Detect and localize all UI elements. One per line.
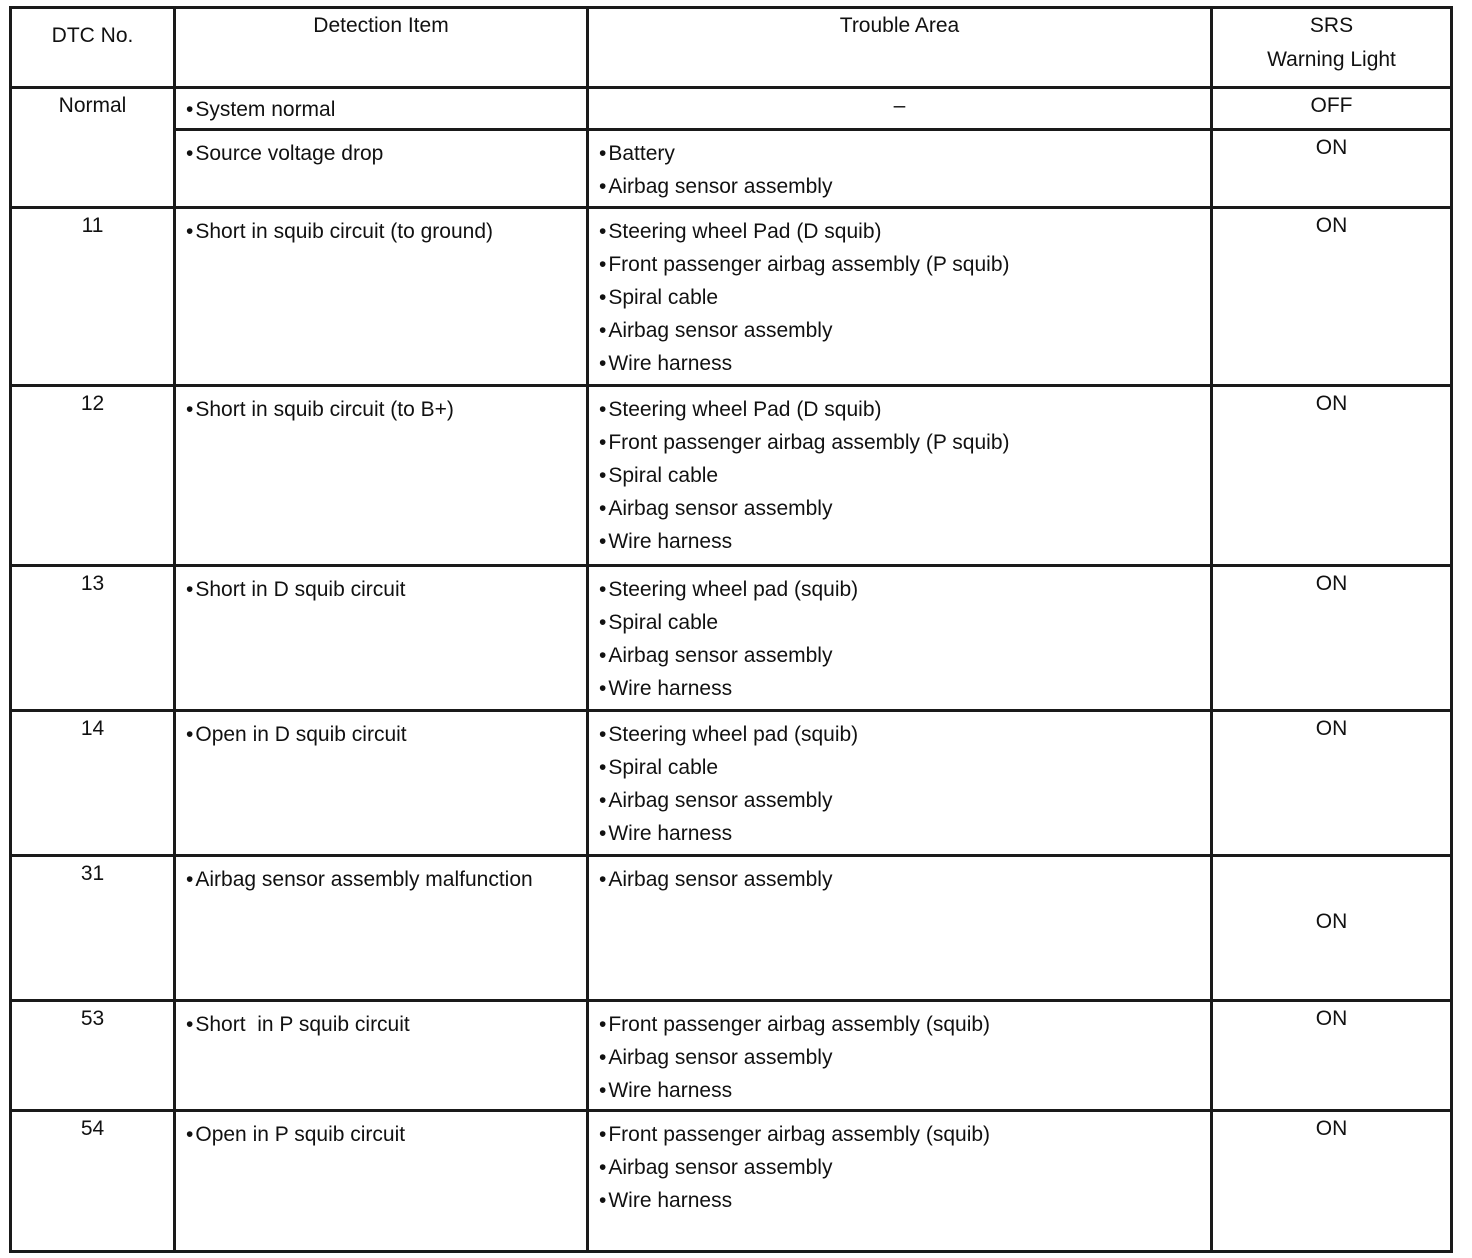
- trouble-area-list: [588, 208, 1212, 386]
- trouble-area-item: • Front passenger airbag assembly (P squib): [599, 426, 1210, 459]
- table-row: [11, 566, 1452, 711]
- header-trouble-area: Trouble Area: [588, 8, 1212, 88]
- detection-item: • Short in P squib circuit: [175, 1001, 588, 1111]
- trouble-area-item: • Spiral cable: [599, 459, 1210, 492]
- dtc-table: [9, 6, 1453, 1253]
- trouble-area-item: • Airbag sensor assembly: [599, 863, 1210, 896]
- trouble-area-list: [588, 566, 1212, 711]
- trouble-area-item: • Airbag sensor assembly: [599, 314, 1210, 347]
- header-srs-warning-light: [1212, 8, 1452, 88]
- trouble-area-item: • Front passenger airbag assembly (squib): [599, 1118, 1210, 1151]
- trouble-area-list: [588, 711, 1212, 856]
- trouble-area-item: • Airbag sensor assembly: [599, 1041, 1210, 1074]
- dtc-code: 14: [11, 711, 175, 856]
- trouble-area-item: • Airbag sensor assembly: [599, 1151, 1210, 1184]
- trouble-area-item: • Wire harness: [599, 525, 1210, 558]
- trouble-area-list: [588, 856, 1212, 1001]
- header-srs-line2: Warning Light: [1267, 48, 1396, 71]
- trouble-area-dash: –: [588, 88, 1212, 130]
- trouble-area-list: [588, 386, 1212, 566]
- trouble-area-item: • Spiral cable: [599, 281, 1210, 314]
- warning-light-status: ON: [1212, 130, 1452, 208]
- trouble-area-item: • Wire harness: [599, 1074, 1210, 1107]
- warning-light-status: ON: [1212, 386, 1452, 566]
- trouble-area-list: [588, 1111, 1212, 1252]
- detection-item: • Open in P squib circuit: [175, 1111, 588, 1252]
- table-row: [11, 856, 1452, 1001]
- header-row: [11, 8, 1452, 88]
- trouble-area-item: • Steering wheel Pad (D squib): [599, 215, 1210, 248]
- warning-light-status: ON: [1212, 1001, 1452, 1111]
- table-row: [11, 130, 1452, 208]
- detection-item: • Source voltage drop: [175, 130, 588, 208]
- header-detection-item: Detection Item: [175, 8, 588, 88]
- trouble-area-item: • Front passenger airbag assembly (P squib): [599, 248, 1210, 281]
- dtc-code: 53: [11, 1001, 175, 1111]
- warning-light-status: ON: [1212, 208, 1452, 386]
- detection-item: • Short in squib circuit (to ground): [175, 208, 588, 386]
- trouble-area-list: [588, 1001, 1212, 1111]
- trouble-area-item: • Front passenger airbag assembly (squib): [599, 1008, 1210, 1041]
- detection-item: • Open in D squib circuit: [175, 711, 588, 856]
- trouble-area-item: • Wire harness: [599, 672, 1210, 705]
- dtc-code: 12: [11, 386, 175, 566]
- warning-light-status: OFF: [1212, 88, 1452, 130]
- dtc-code: 11: [11, 208, 175, 386]
- trouble-area-item: • Steering wheel Pad (D squib): [599, 393, 1210, 426]
- table-row: [11, 711, 1452, 856]
- table-row: [11, 88, 1452, 130]
- warning-light-status: ON: [1212, 566, 1452, 711]
- trouble-area-item: • Wire harness: [599, 347, 1210, 380]
- table-row: [11, 208, 1452, 386]
- trouble-area-item: • Wire harness: [599, 1184, 1210, 1217]
- trouble-area-item: • Airbag sensor assembly: [599, 784, 1210, 817]
- trouble-area-item: • Battery: [599, 137, 1210, 170]
- warning-light-status: ON: [1212, 711, 1452, 856]
- dtc-code: 31: [11, 856, 175, 1001]
- dtc-code: 54: [11, 1111, 175, 1252]
- header-srs-line1: SRS: [1309, 14, 1354, 37]
- detection-item: • Short in squib circuit (to B+): [175, 386, 588, 566]
- detection-item: • Short in D squib circuit: [175, 566, 588, 711]
- warning-light-status: ON: [1212, 856, 1452, 1001]
- table-row: [11, 1001, 1452, 1111]
- trouble-area-item: • Wire harness: [599, 817, 1210, 850]
- header-dtc-no: DTC No.: [11, 8, 175, 88]
- trouble-area-item: • Steering wheel pad (squib): [599, 573, 1210, 606]
- dtc-table-wrapper: [9, 6, 1450, 1250]
- trouble-area-item: • Airbag sensor assembly: [599, 492, 1210, 525]
- detection-item: • System normal: [175, 88, 588, 130]
- trouble-area-item: • Airbag sensor assembly: [599, 170, 1210, 203]
- detection-item: • Airbag sensor assembly malfunction: [175, 856, 588, 1001]
- table-row: [11, 1111, 1452, 1252]
- table-row: [11, 386, 1452, 566]
- warning-light-status: ON: [1212, 1111, 1452, 1252]
- dtc-code: 13: [11, 566, 175, 711]
- trouble-area-item: • Spiral cable: [599, 606, 1210, 639]
- trouble-area-item: • Spiral cable: [599, 751, 1210, 784]
- trouble-area-item: • Steering wheel pad (squib): [599, 718, 1210, 751]
- trouble-area-list: [588, 130, 1212, 208]
- trouble-area-item: • Airbag sensor assembly: [599, 639, 1210, 672]
- dtc-code: Normal: [11, 88, 175, 208]
